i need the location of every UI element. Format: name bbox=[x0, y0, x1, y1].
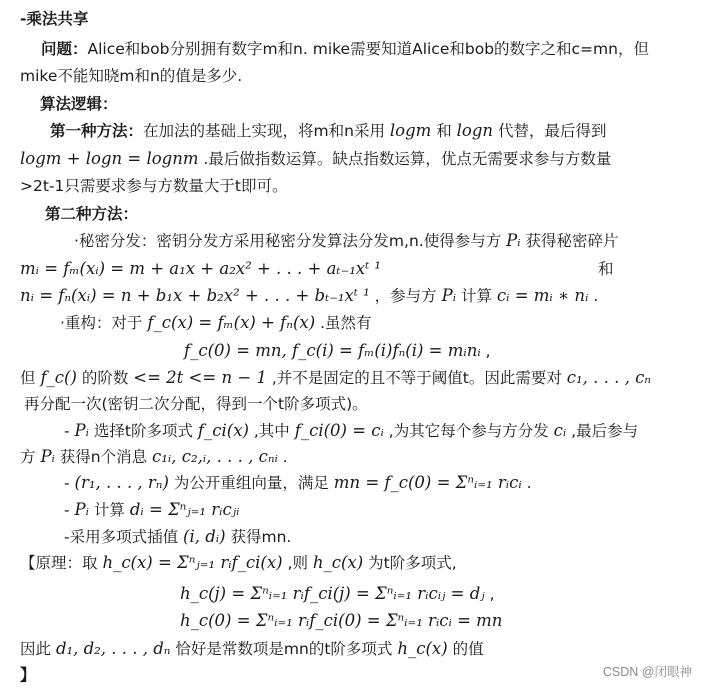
reconstruct-line: ·重构：对于 f_c(x) = fₘ(x) + fₙ(x) .虽然有 bbox=[60, 313, 372, 332]
and-text: 和 bbox=[598, 260, 614, 278]
redistribute-line: 再分配一次(密钥二次分配，得到一个t阶多项式)。 bbox=[24, 395, 368, 413]
problem-line-2: mike不能知晓m和n的值是多少. bbox=[20, 67, 243, 85]
step4-line: -采用多项式插值 (i, dᵢ) 获得mn. bbox=[64, 527, 292, 546]
method2-label: 第二种方法： bbox=[45, 205, 139, 223]
ni-formula: nᵢ = fₙ(xᵢ) = n + b₁x + b₂x² + . . . + bₜ₋₁xᵗ ¹ ，参与方 Pᵢ 计算 cᵢ = mᵢ ∗ nᵢ . bbox=[20, 286, 599, 305]
method1-line-3: >2t-1只需要求参与方数量大于t即可。 bbox=[20, 177, 288, 195]
principle-line: 【原理：取 h_c(x) = Σⁿⱼ₌₁ rᵢf_ci(x) ,则 h_c(x) 为t阶多项式, bbox=[20, 553, 457, 572]
closing-bracket: 】 bbox=[20, 666, 36, 684]
problem-line-1: 问题：Alice和bob分别拥有数字m和n. mike需要知道Alice和bob的数字之和c=mn，但 bbox=[41, 40, 649, 58]
conclusion-line: 因此 d₁, d₂, . . . , dₙ 恰好是常数项是mn的t阶多项式 h_c(x) 的值 bbox=[20, 639, 484, 658]
step1-line-1: - Pᵢ 选择t阶多项式 f_ci(x) ,其中 f_ci(0) = cᵢ ,为其它每个参与方分发 cᵢ ,最后参与 bbox=[64, 421, 639, 440]
method1-line-1: 第一种方法：在加法的基础上实现，将m和n采用 logm 和 logn 代替，最后得到 bbox=[50, 121, 607, 140]
fc0-formula: f_c(0) = mn, f_c(i) = fₘ(i)fₙ(i) = mᵢnᵢ , bbox=[184, 341, 491, 360]
section-title: -乘法共享 bbox=[20, 10, 89, 28]
principle-eq-1: h_c(j) = Σⁿᵢ₌₁ rᵢf_ci(j) = Σⁿᵢ₌₁ rᵢcᵢⱼ = dⱼ , bbox=[180, 584, 495, 603]
principle-eq-2: h_c(0) = Σⁿᵢ₌₁ rᵢf_ci(0) = Σⁿᵢ₌₁ rᵢcᵢ = mn bbox=[180, 611, 503, 630]
share-line: ·秘密分发：密钥分发方采用秘密分发算法分发m,n.使得参与方 Pᵢ 获得秘密碎片 bbox=[74, 231, 619, 250]
degree-line: 但 f_c() 的阶数 <= 2t <= n − 1 ,并不是固定的且不等于阈值t。因此需要对 c₁, . . . , cₙ bbox=[20, 368, 651, 387]
method1-line-2: logm + logn = lognm .最后做指数运算。缺点指数运算，优点无需要求参与方数量 bbox=[20, 149, 612, 168]
watermark: CSDN @闭眼神 bbox=[602, 665, 692, 679]
step1-line-2: 方 Pᵢ 获得n个消息 c₁ᵢ, c₂,ᵢ, . . . , cₙᵢ . bbox=[20, 447, 288, 466]
step3-line: - Pᵢ 计算 dᵢ = Σⁿⱼ₌₁ rᵢcⱼᵢ bbox=[64, 500, 240, 519]
mi-formula: mᵢ = fₘ(xᵢ) = m + a₁x + a₂x² + . . . + aₜ₋₁xᵗ ¹ bbox=[20, 259, 382, 278]
logic-label: 算法逻辑： bbox=[40, 95, 118, 113]
step2-line: - (r₁, . . . , rₙ) 为公开重组向量，满足 mn = f_c(0) = Σⁿᵢ₌₁ rᵢcᵢ . bbox=[64, 473, 532, 492]
